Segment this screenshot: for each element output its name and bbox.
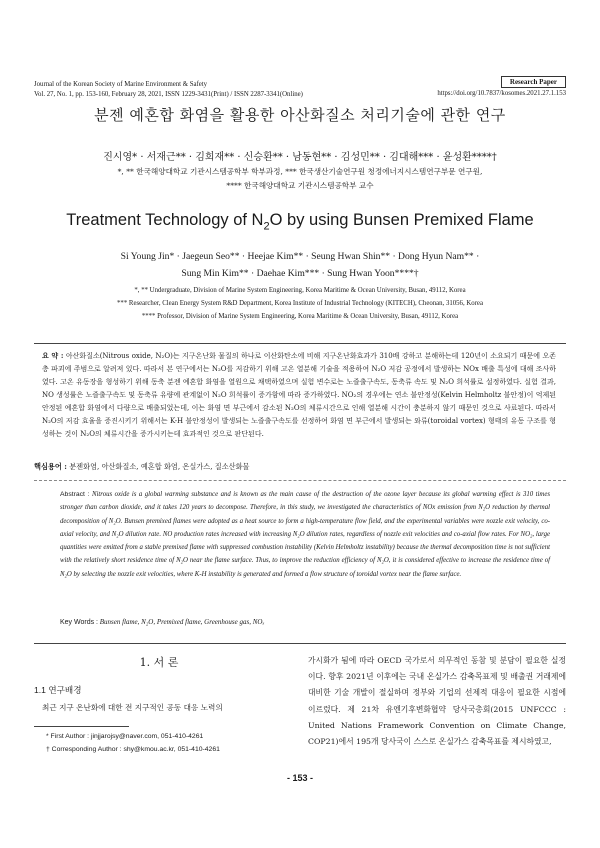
english-affiliation-2: *** Researcher, Clean Energy System R&D Department, Korea Institute of Industrial Technology (KITECH), Cheonan, 31056, Korea [117,300,483,307]
divider [34,643,566,644]
english-title-sub: 2 [263,220,270,233]
divider [34,343,566,344]
volume-line: Vol. 27, No. 1, pp. 153-160, February 28, 2021, ISSN 1229-3431(Print) / ISSN 2287-3341(Online) [34,91,303,98]
english-abstract [60,488,550,581]
footnote-corresponding-author: † Corresponding Author : shy@kmou.ac.kr, 051-410-4261 [46,746,220,753]
english-authors-line-2: Sung Min Kim** · Daehae Kim*** · Sung Hwan Yoon****† [181,268,419,279]
korean-keywords-text: 분젠화염, 아산화질소, 예혼합 화염, 온실가스, 질소산화물 [69,462,250,471]
footnote-first-author: * First Author : jinjjarojsy@naver.com, 051-410-4261 [46,733,204,740]
english-keywords-text: Bunsen flame, N₂O, Premixed flame, Greenhouse gas, NOₓ [99,618,265,626]
page-number: - 153 - [286,773,313,783]
korean-abstract [42,349,556,441]
english-affiliation-1: *, ** Undergraduate, Division of Marine System Engineering, Korea Maritime & Ocean University, Busan, 49112, Korea [134,287,466,294]
english-title [0,211,600,232]
right-column-body: 가시화가 됨에 따라 OECD 국가로서 의무적인 동참 및 분담이 필요한 실정이다. 향후 2021년 이후에는 국내 온실가스 감축목표제 및 배출권 거래제에 대비한 기술 개발이 절실하며 정부와 기업의 선제적 대응이 필요한 시점에 이르렀다. 제 21차 유엔기후변화협약 당사국총회(2015 UNFCCC : United Nations Framework Convention on Climate Change, COP21)에서 195개 당사국이 스스로 온실가스 감축목표를 제시하였고, [308,656,566,747]
english-title-pre: Treatment Technology of N [66,211,264,229]
korean-affiliation-1: *, ** 한국해양대학교 기관시스템공학부 학부과정, *** 한국생산기술연구원 청정에너지시스템연구부문 연구원, [117,167,483,176]
english-authors-line-1: Si Young Jin* · Jaegeun Seo** · Heejae Kim** · Seung Hwan Shin** · Dong Hyun Nam** · [120,251,480,262]
korean-authors: 진시영* · 서재근** · 김희재** · 신승환** · 남동현** · 김성민** · 김대해*** · 윤성환****† [103,152,497,163]
subsection-heading: 1.1 연구배경 [34,685,82,695]
divider [34,480,566,481]
english-keywords-label: Key Words : [60,619,98,626]
english-keywords [60,618,264,626]
english-affiliation-3: **** Professor, Division of Marine System Engineering, Korea Maritime & Ocean University, Busan, 49112, Korea [141,313,459,320]
korean-title: 분젠 예혼합 화염을 활용한 아산화질소 처리기술에 관한 연구 [94,106,506,124]
research-paper-badge: Research Paper [501,76,566,88]
journal-name: Journal of the Korean Society of Marine Environment & Safety [34,81,208,88]
english-abstract-label: Abstract : [60,491,90,498]
korean-keywords-label: 핵심용어 : [34,462,67,471]
korean-abstract-text: 아산화질소(Nitrous oxide, N₂O)는 지구온난화 물질의 하나로 이산화탄소에 비해 지구온난화효과가 310배 강하고 분해하는데 120년이 소요되기 때문에 오존층 파괴에 주범으로 알려져 있다. 따라서 본 연구에서는 N₂O를 저감하기 위해 고온 열분해 기술을 적용하여 N₂O 저감 공정에서 발생하는 NOx 배출 특성에 대해 조사하였다. 고온 유동장을 형성하기 위해 동축 분젠 예혼합 화염을 열원으로 채택하였으며 실험 변수로는 노즐출구속도, 동축류 속도 및 N₂O 희석률로 설정하였다. 실험 결과, NO 생성률은 노즐출구속도 및 동축류 유량에 관계없이 N₂O 희석률이 증가함에 따라 증가하였다. NO₂의 경우에는 연소 불안정성(Kelvin Helmholtz 불안정)이 억제된 안정된 예혼합 화염에서 다량으로 배출되었는데, 이는 화염 면 부근에서 감소된 N₂O의 체류시간으로 인해 열분해 시간이 충분하지 않기 때문인 것으로 사료된다. 따라서 N₂O의 저감 효율을 증진시키기 위해서는 K-H 불안정성이 발생되는 노즐출구속도를 선정하여 화염 면 부근에서 발생되는 와류(toroidal vortex) 형태의 유동 구조를 형성하는 것이 N₂O의 체류시간을 증가시키는데 효과적인 것으로 판단된다. [42,352,556,438]
english-title-post: O by using Bunsen Premixed Flame [269,211,534,229]
korean-keywords [34,462,250,472]
korean-affiliation-2: **** 한국해양대학교 기관시스템공학부 교수 [226,181,374,190]
left-column-body: 최근 지구 온난화에 대한 전 지구적인 공동 대응 노력의 [42,703,223,712]
footnote-rule [34,726,129,727]
korean-abstract-label: 요 약 : [42,351,64,360]
doi-link[interactable]: https://doi.org/10.7837/kosomes.2021.27.1.153 [437,90,566,97]
english-abstract-text: Nitrous oxide is a global warming substance and is known as the main cause of the destruction of the ozone layer because its global warming effect is 310 times stronger than carbon dioxide, and it takes 120 years to decompose. Therefore, in this study, we investigated the characteristics of NOx emission from N₂O reduction by thermal decomposition of N₂O. Bunsen premixed flames were adopted as a heat source to form a high-temperature flow field, and the experimental variables were nozzle exit velocity, co-axial velocity, and N₂O dilution rate. NO production rates increased with increasing N₂O dilution rates, regardless of nozzle exit velocities and co-axial flow rates. For NO₂, large quantities were emitted from a stable premixed flame with suppressed combustion instability (Kelvin Helmholtz instability) because the thermal decomposition time is not sufficient with the relatively short residence time of N₂O near the flame surface. Thus, to improve the reduction efficiency of N₂O, it is considered effective to increase the residence time of N₂O by selecting the nozzle exit velocities, where K-H instability is generated and formed a flow structure of toroidal vortex near the flame surface. [60,491,550,578]
section-heading-introduction: 1. 서 론 [139,656,179,669]
journal-header [34,80,303,100]
